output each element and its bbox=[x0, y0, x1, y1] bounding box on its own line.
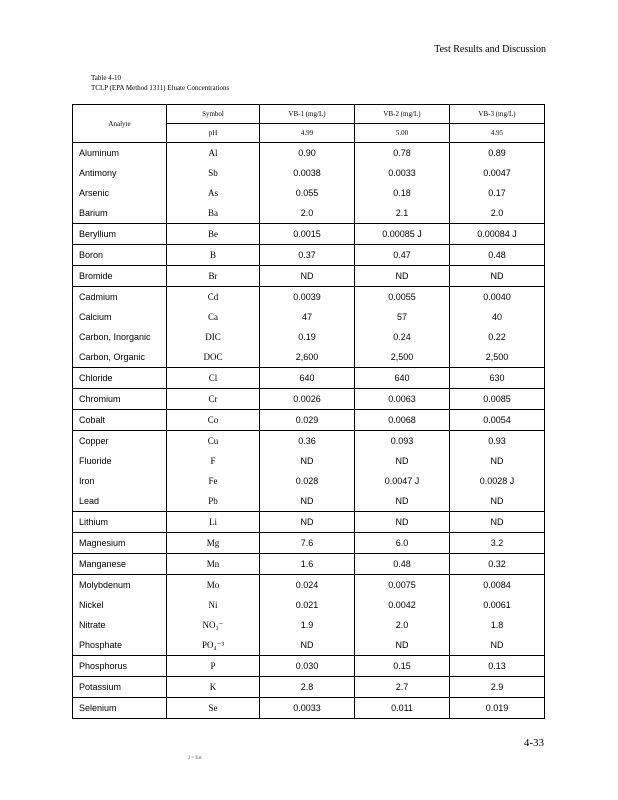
value-cell-vb2: 0.0042 bbox=[355, 595, 450, 615]
value-cell-vb1: 0.055 bbox=[260, 183, 355, 203]
value-cell-vb3: 0.0054 bbox=[450, 410, 545, 431]
table-row bbox=[73, 347, 545, 368]
analyte-cell: Aluminum bbox=[73, 143, 167, 164]
symbol-cell: B bbox=[167, 245, 260, 266]
page-number: 4-33 bbox=[523, 737, 544, 749]
value-cell-vb3: ND bbox=[450, 266, 545, 287]
symbol-cell: Br bbox=[167, 266, 260, 287]
column-header-vb2: VB-2 (mg/L) bbox=[355, 105, 450, 124]
value-cell-vb3: 2,500 bbox=[450, 347, 545, 368]
table-row bbox=[73, 431, 545, 452]
table-row bbox=[73, 307, 545, 327]
value-cell-vb1: 1.6 bbox=[260, 554, 355, 575]
analyte-cell: Calcium bbox=[73, 307, 167, 327]
value-cell-vb1: 0.030 bbox=[260, 656, 355, 677]
value-cell-vb2: 2.1 bbox=[355, 203, 450, 224]
symbol-cell: Cr bbox=[167, 389, 260, 410]
value-cell-vb2: ND bbox=[355, 266, 450, 287]
value-cell-vb1: 640 bbox=[260, 368, 355, 389]
value-cell-vb2: 0.78 bbox=[355, 143, 450, 164]
analyte-cell: Cadmium bbox=[73, 287, 167, 308]
value-cell-vb2: 0.24 bbox=[355, 327, 450, 347]
value-cell-vb2: 0.15 bbox=[355, 656, 450, 677]
symbol-cell: Li bbox=[167, 512, 260, 533]
value-cell-vb1: ND bbox=[260, 451, 355, 471]
value-cell-vb2: 0.0033 bbox=[355, 163, 450, 183]
value-cell-vb1: 0.024 bbox=[260, 575, 355, 596]
table-row bbox=[73, 575, 545, 596]
table-row bbox=[73, 389, 545, 410]
value-cell-vb2: 57 bbox=[355, 307, 450, 327]
symbol-cell: NO₃⁻ bbox=[167, 615, 260, 635]
analyte-cell: Lead bbox=[73, 491, 167, 512]
value-cell-vb2: ND bbox=[355, 512, 450, 533]
value-cell-vb1: 2,600 bbox=[260, 347, 355, 368]
ph-value-vb3: 4.95 bbox=[450, 124, 545, 143]
analyte-cell: Molybdenum bbox=[73, 575, 167, 596]
value-cell-vb1: 0.029 bbox=[260, 410, 355, 431]
value-cell-vb3: 2.9 bbox=[450, 677, 545, 698]
value-cell-vb3: 0.48 bbox=[450, 245, 545, 266]
analyte-cell: Iron bbox=[73, 471, 167, 491]
value-cell-vb3: ND bbox=[450, 491, 545, 512]
value-cell-vb1: ND bbox=[260, 491, 355, 512]
value-cell-vb3: 0.93 bbox=[450, 431, 545, 452]
analyte-cell: Nickel bbox=[73, 595, 167, 615]
analyte-cell: Phosphate bbox=[73, 635, 167, 656]
analyte-cell: Lithium bbox=[73, 512, 167, 533]
analyte-cell: Nitrate bbox=[73, 615, 167, 635]
value-cell-vb1: 0.028 bbox=[260, 471, 355, 491]
value-cell-vb2: 6.0 bbox=[355, 533, 450, 554]
table-row bbox=[73, 224, 545, 245]
table-row bbox=[73, 635, 545, 656]
table-row bbox=[73, 183, 545, 203]
value-cell-vb3: 0.019 bbox=[450, 698, 545, 719]
symbol-cell: Mo bbox=[167, 575, 260, 596]
symbol-cell: As bbox=[167, 183, 260, 203]
symbol-cell: Al bbox=[167, 143, 260, 164]
value-cell-vb3: 0.17 bbox=[450, 183, 545, 203]
value-cell-vb2: 0.0075 bbox=[355, 575, 450, 596]
value-cell-vb1: 2.0 bbox=[260, 203, 355, 224]
value-cell-vb2: 0.0047 J bbox=[355, 471, 450, 491]
column-header-vb1: VB-1 (mg/L) bbox=[260, 105, 355, 124]
value-cell-vb3: 0.22 bbox=[450, 327, 545, 347]
table-row bbox=[73, 512, 545, 533]
table-row bbox=[73, 615, 545, 635]
analyte-cell: Antimony bbox=[73, 163, 167, 183]
value-cell-vb2: 2.7 bbox=[355, 677, 450, 698]
table-row bbox=[73, 327, 545, 347]
analyte-cell: Carbon, Organic bbox=[73, 347, 167, 368]
value-cell-vb1: 0.021 bbox=[260, 595, 355, 615]
analyte-cell: Manganese bbox=[73, 554, 167, 575]
analyte-header: Analyte bbox=[73, 105, 167, 143]
value-cell-vb2: 0.47 bbox=[355, 245, 450, 266]
value-cell-vb3: 3.2 bbox=[450, 533, 545, 554]
value-cell-vb1: 0.36 bbox=[260, 431, 355, 452]
value-cell-vb2: 0.0068 bbox=[355, 410, 450, 431]
value-cell-vb2: 0.0063 bbox=[355, 389, 450, 410]
value-cell-vb1: 0.37 bbox=[260, 245, 355, 266]
table-row bbox=[73, 451, 545, 471]
value-cell-vb1: 1.9 bbox=[260, 615, 355, 635]
value-cell-vb2: 2,500 bbox=[355, 347, 450, 368]
value-cell-vb1: ND bbox=[260, 635, 355, 656]
analyte-cell: Beryllium bbox=[73, 224, 167, 245]
symbol-header: Symbol bbox=[167, 105, 260, 124]
running-header: Test Results and Discussion bbox=[434, 44, 546, 55]
eluate-concentrations-table bbox=[72, 104, 545, 719]
symbol-cell: Mg bbox=[167, 533, 260, 554]
value-cell-vb3: 0.32 bbox=[450, 554, 545, 575]
analyte-cell: Cobalt bbox=[73, 410, 167, 431]
table-row bbox=[73, 491, 545, 512]
table-row bbox=[73, 656, 545, 677]
value-cell-vb2: 0.011 bbox=[355, 698, 450, 719]
value-cell-vb1: 47 bbox=[260, 307, 355, 327]
analyte-cell: Potassium bbox=[73, 677, 167, 698]
value-cell-vb3: 0.89 bbox=[450, 143, 545, 164]
symbol-cell: Ni bbox=[167, 595, 260, 615]
value-cell-vb2: ND bbox=[355, 491, 450, 512]
value-cell-vb1: 0.0033 bbox=[260, 698, 355, 719]
value-cell-vb2: 0.093 bbox=[355, 431, 450, 452]
table-row bbox=[73, 533, 545, 554]
symbol-cell: F bbox=[167, 451, 260, 471]
value-cell-vb2: 0.48 bbox=[355, 554, 450, 575]
value-cell-vb1: 0.19 bbox=[260, 327, 355, 347]
value-cell-vb1: 0.0039 bbox=[260, 287, 355, 308]
analyte-cell: Selenium bbox=[73, 698, 167, 719]
value-cell-vb1: 0.90 bbox=[260, 143, 355, 164]
value-cell-vb3: ND bbox=[450, 635, 545, 656]
symbol-cell: DOC bbox=[167, 347, 260, 368]
table-title: TCLP (EPA Method 1311) Eluate Concentrations bbox=[91, 84, 230, 92]
symbol-cell: Be bbox=[167, 224, 260, 245]
value-cell-vb1: 0.0038 bbox=[260, 163, 355, 183]
table-row bbox=[73, 163, 545, 183]
footnote: J = Est bbox=[188, 756, 202, 761]
symbol-cell: Cl bbox=[167, 368, 260, 389]
symbol-cell: P bbox=[167, 656, 260, 677]
value-cell-vb3: 0.13 bbox=[450, 656, 545, 677]
value-cell-vb1: 0.0015 bbox=[260, 224, 355, 245]
symbol-cell: DIC bbox=[167, 327, 260, 347]
value-cell-vb3: 0.0061 bbox=[450, 595, 545, 615]
analyte-cell: Carbon, Inorganic bbox=[73, 327, 167, 347]
table-row bbox=[73, 410, 545, 431]
table-row bbox=[73, 266, 545, 287]
symbol-cell: Mn bbox=[167, 554, 260, 575]
value-cell-vb3: 0.0085 bbox=[450, 389, 545, 410]
ph-label: pH bbox=[167, 124, 260, 143]
value-cell-vb3: 0.0040 bbox=[450, 287, 545, 308]
symbol-cell: Pb bbox=[167, 491, 260, 512]
symbol-cell: Se bbox=[167, 698, 260, 719]
value-cell-vb2: ND bbox=[355, 635, 450, 656]
table-body bbox=[73, 143, 545, 719]
value-cell-vb1: ND bbox=[260, 512, 355, 533]
value-cell-vb3: 0.0084 bbox=[450, 575, 545, 596]
table-row bbox=[73, 368, 545, 389]
table-row bbox=[73, 595, 545, 615]
value-cell-vb3: 0.00084 J bbox=[450, 224, 545, 245]
table-row bbox=[73, 203, 545, 224]
ph-value-vb2: 5.00 bbox=[355, 124, 450, 143]
table-caption bbox=[91, 73, 229, 93]
symbol-cell: Cd bbox=[167, 287, 260, 308]
symbol-cell: PO₄⁻³ bbox=[167, 635, 260, 656]
value-cell-vb3: 0.0028 J bbox=[450, 471, 545, 491]
value-cell-vb2: 0.00085 J bbox=[355, 224, 450, 245]
value-cell-vb1: 0.0026 bbox=[260, 389, 355, 410]
table-row bbox=[73, 554, 545, 575]
symbol-cell: K bbox=[167, 677, 260, 698]
value-cell-vb3: ND bbox=[450, 451, 545, 471]
value-cell-vb2: 640 bbox=[355, 368, 450, 389]
value-cell-vb3: 1.8 bbox=[450, 615, 545, 635]
value-cell-vb1: 7.6 bbox=[260, 533, 355, 554]
analyte-cell: Fluoride bbox=[73, 451, 167, 471]
symbol-cell: Cu bbox=[167, 431, 260, 452]
analyte-cell: Boron bbox=[73, 245, 167, 266]
symbol-cell: Ca bbox=[167, 307, 260, 327]
symbol-cell: Ba bbox=[167, 203, 260, 224]
value-cell-vb2: 2.0 bbox=[355, 615, 450, 635]
value-cell-vb3: ND bbox=[450, 512, 545, 533]
symbol-cell: Fe bbox=[167, 471, 260, 491]
value-cell-vb3: 40 bbox=[450, 307, 545, 327]
table-row bbox=[73, 245, 545, 266]
value-cell-vb1: ND bbox=[260, 266, 355, 287]
analyte-cell: Chloride bbox=[73, 368, 167, 389]
table-row bbox=[73, 698, 545, 719]
table-row bbox=[73, 677, 545, 698]
symbol-cell: Sb bbox=[167, 163, 260, 183]
value-cell-vb2: ND bbox=[355, 451, 450, 471]
analyte-cell: Copper bbox=[73, 431, 167, 452]
analyte-cell: Bromide bbox=[73, 266, 167, 287]
symbol-cell: Co bbox=[167, 410, 260, 431]
analyte-cell: Chromium bbox=[73, 389, 167, 410]
value-cell-vb3: 630 bbox=[450, 368, 545, 389]
column-header-vb3: VB-3 (mg/L) bbox=[450, 105, 545, 124]
ph-value-vb1: 4.99 bbox=[260, 124, 355, 143]
value-cell-vb2: 0.18 bbox=[355, 183, 450, 203]
table-row bbox=[73, 143, 545, 164]
value-cell-vb3: 2.0 bbox=[450, 203, 545, 224]
analyte-cell: Magnesium bbox=[73, 533, 167, 554]
table-row bbox=[73, 471, 545, 491]
analyte-cell: Barium bbox=[73, 203, 167, 224]
analyte-cell: Arsenic bbox=[73, 183, 167, 203]
table-row bbox=[73, 287, 545, 308]
value-cell-vb1: 2.8 bbox=[260, 677, 355, 698]
value-cell-vb3: 0.0047 bbox=[450, 163, 545, 183]
analyte-cell: Phosphorus bbox=[73, 656, 167, 677]
value-cell-vb2: 0.0055 bbox=[355, 287, 450, 308]
table-number: Table 4-10 bbox=[91, 74, 122, 82]
